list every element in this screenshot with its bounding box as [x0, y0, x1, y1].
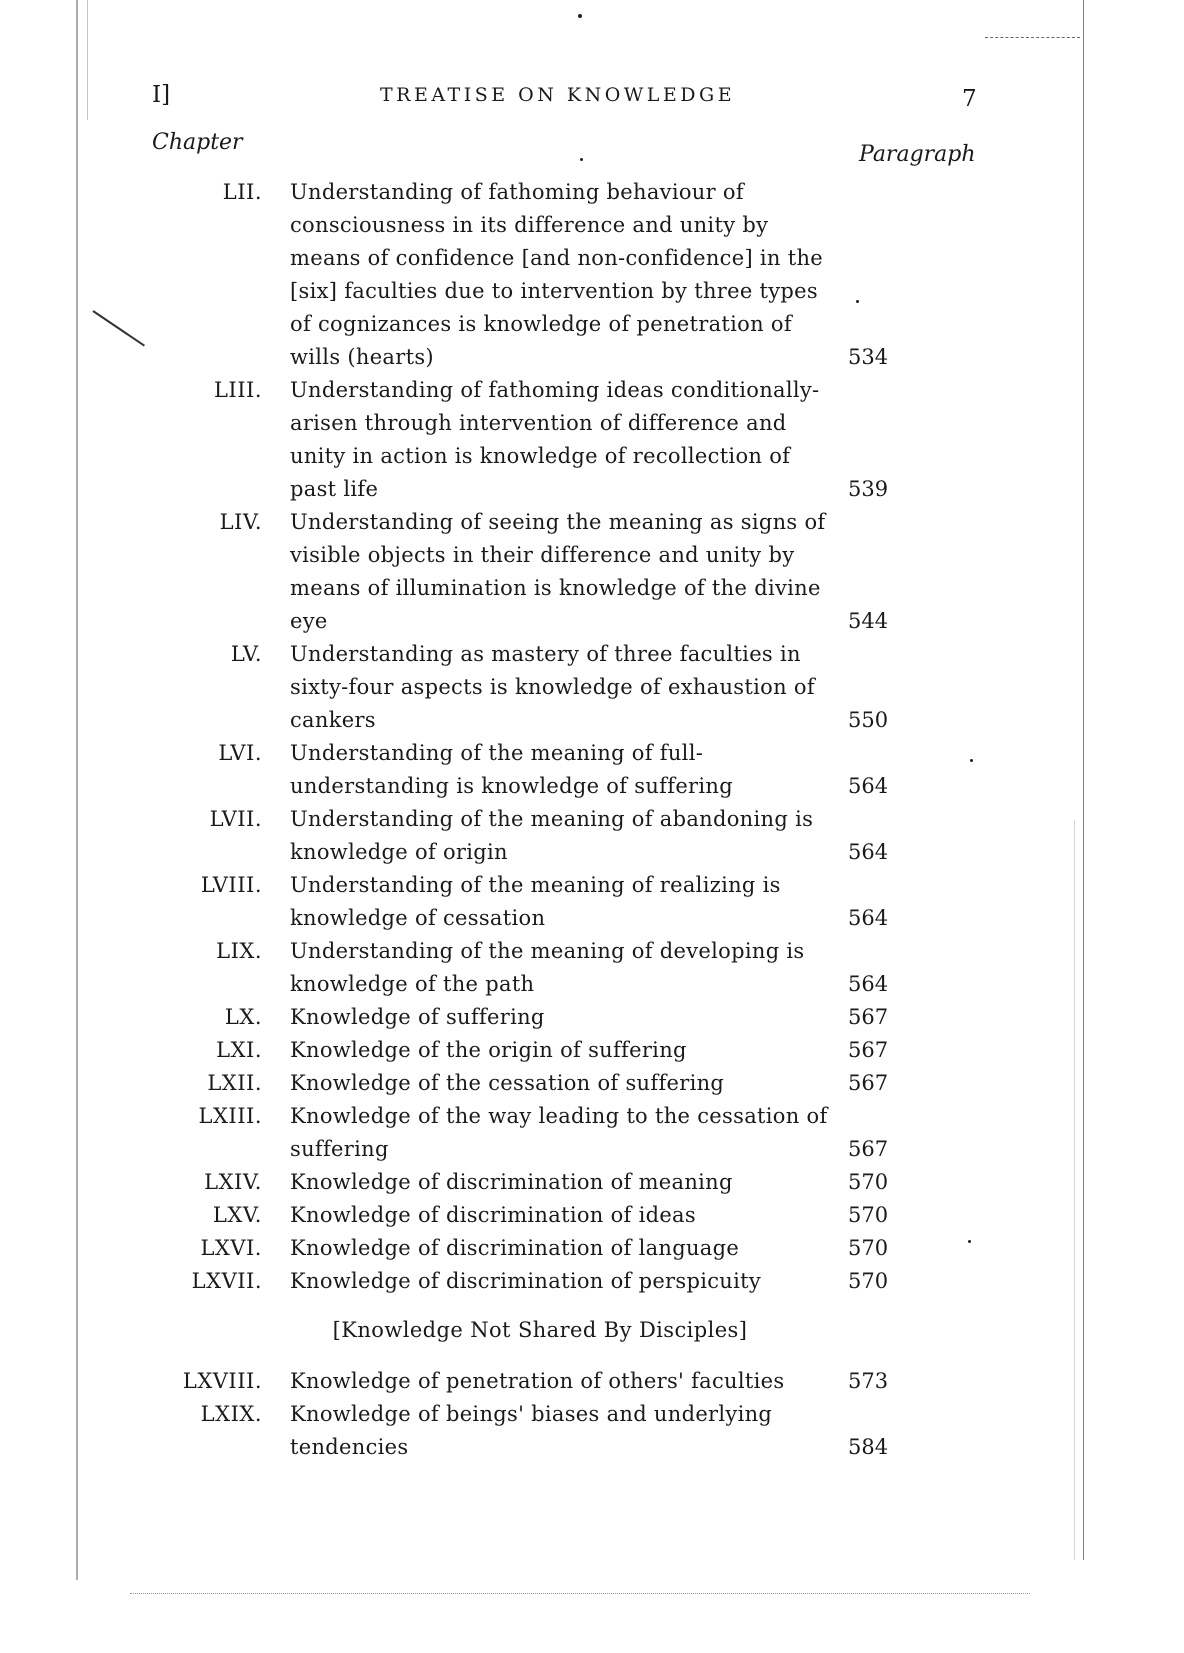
chapter-number: LVI.	[218, 741, 262, 765]
chapter-title: Knowledge of discrimination of meaning	[290, 1170, 733, 1194]
chapter-title: Understanding of fathoming behaviour of consciousness in its difference and unity by means of confidence [and non-confidence] in the [six] faculties due to intervention by three types of cognizances is knowledge of penetration of wills (hearts)	[290, 180, 824, 369]
header-title: TREATISE ON KNOWLEDGE	[380, 84, 736, 106]
chapter-title: Understanding of the meaning of abandoning is knowledge of origin	[290, 807, 814, 864]
chapter-number: LXV.	[212, 1203, 262, 1227]
chapter-column-heading: Chapter	[152, 130, 243, 155]
chapter-title: Understanding as mastery of three faculties in sixty-four aspects is knowledge of exhaustion of cankers	[290, 642, 815, 732]
chapter-number: LX.	[224, 1005, 262, 1029]
toc-entry	[0, 1067, 1184, 1100]
toc-entry	[0, 638, 1184, 737]
chapter-number: LXIII.	[198, 1104, 262, 1128]
chapter-number: LII.	[222, 180, 262, 204]
chapter-number: LIII.	[213, 378, 262, 402]
paragraph-number: 564	[848, 774, 889, 798]
chapter-title: Understanding of fathoming ideas conditionally-arisen through intervention of difference and unity in action is knowledge of recollection of past life	[290, 378, 820, 501]
paragraph-number: 567	[848, 1038, 889, 1062]
chapter-number: LXVI.	[200, 1236, 262, 1260]
chapter-title: Knowledge of discrimination of language	[290, 1236, 740, 1260]
paragraph-number: 570	[848, 1170, 889, 1194]
paragraph-number: 550	[848, 708, 889, 732]
chapter-title: Understanding of the meaning of developing is knowledge of the path	[290, 939, 805, 996]
paragraph-number: 567	[848, 1071, 889, 1095]
chapter-number: LXI.	[216, 1038, 262, 1062]
toc-entry	[0, 176, 1184, 374]
chapter-title: Knowledge of beings' biases and underlying tendencies	[290, 1402, 773, 1459]
toc-entry	[0, 1365, 1184, 1398]
toc-entries	[0, 176, 1184, 1298]
chapter-title: Knowledge of discrimination of perspicuity	[290, 1269, 762, 1293]
toc-entry	[0, 374, 1184, 506]
chapter-title: Understanding of the meaning of realizing is knowledge of cessation	[290, 873, 781, 930]
chapter-number: LV.	[230, 642, 262, 666]
paragraph-number: 564	[848, 972, 889, 996]
section-heading: [Knowledge Not Shared By Disciples]	[332, 1318, 748, 1342]
toc-entry	[0, 803, 1184, 869]
toc-entry	[0, 1232, 1184, 1265]
chapter-title: Understanding of seeing the meaning as signs of visible objects in their difference and unity by means of illumination is knowledge of the divine eye	[290, 510, 826, 633]
chapter-number: LXIX.	[200, 1402, 262, 1426]
page-number: 7	[962, 86, 977, 112]
paragraph-number: 564	[848, 840, 889, 864]
chapter-title: Understanding of the meaning of full-understanding is knowledge of suffering	[290, 741, 733, 798]
chapter-title: Knowledge of discrimination of ideas	[290, 1203, 696, 1227]
chapter-number: LXIV.	[204, 1170, 262, 1194]
toc-entry	[0, 1398, 1184, 1464]
paragraph-number: 570	[848, 1236, 889, 1260]
toc-entries-after	[0, 1365, 1184, 1464]
chapter-number: LXVIII.	[182, 1369, 262, 1393]
table-of-contents	[0, 176, 1184, 1464]
chapter-title: Knowledge of suffering	[290, 1005, 545, 1029]
paragraph-number: 573	[848, 1369, 889, 1393]
toc-entry	[0, 1199, 1184, 1232]
toc-entry	[0, 1034, 1184, 1067]
paragraph-number: 564	[848, 906, 889, 930]
toc-entry	[0, 506, 1184, 638]
chapter-number: LIV.	[219, 510, 262, 534]
chapter-title: Knowledge of the way leading to the cessation of suffering	[290, 1104, 828, 1161]
toc-entry	[0, 869, 1184, 935]
paragraph-number: 584	[848, 1435, 889, 1459]
paragraph-number: 567	[848, 1005, 889, 1029]
toc-entry	[0, 1166, 1184, 1199]
toc-entry	[0, 737, 1184, 803]
paragraph-number: 539	[848, 477, 889, 501]
header-part-mark: I]	[152, 82, 171, 108]
chapter-number: LXVII.	[191, 1269, 262, 1293]
toc-entry	[0, 935, 1184, 1001]
scan-speck	[578, 14, 582, 18]
scan-bottom-noise	[130, 1593, 1030, 1594]
scan-speck	[580, 158, 583, 161]
toc-entry	[0, 1100, 1184, 1166]
paragraph-number: 570	[848, 1203, 889, 1227]
chapter-number: LXII.	[207, 1071, 262, 1095]
paragraph-number: 544	[848, 609, 889, 633]
chapter-number: LVII.	[209, 807, 262, 831]
paragraph-number: 534	[848, 345, 889, 369]
toc-entry	[0, 1001, 1184, 1034]
paragraph-column-heading: Paragraph	[859, 142, 976, 167]
chapter-number: LIX.	[216, 939, 262, 963]
chapter-number: LVIII.	[200, 873, 262, 897]
scan-corner-mark	[985, 37, 1080, 38]
chapter-title: Knowledge of the origin of suffering	[290, 1038, 687, 1062]
toc-entry	[0, 1265, 1184, 1298]
chapter-title: Knowledge of penetration of others' faculties	[290, 1369, 785, 1393]
paragraph-number: 567	[848, 1137, 889, 1161]
running-header	[0, 82, 1184, 112]
chapter-title: Knowledge of the cessation of suffering	[290, 1071, 725, 1095]
paragraph-number: 570	[848, 1269, 889, 1293]
